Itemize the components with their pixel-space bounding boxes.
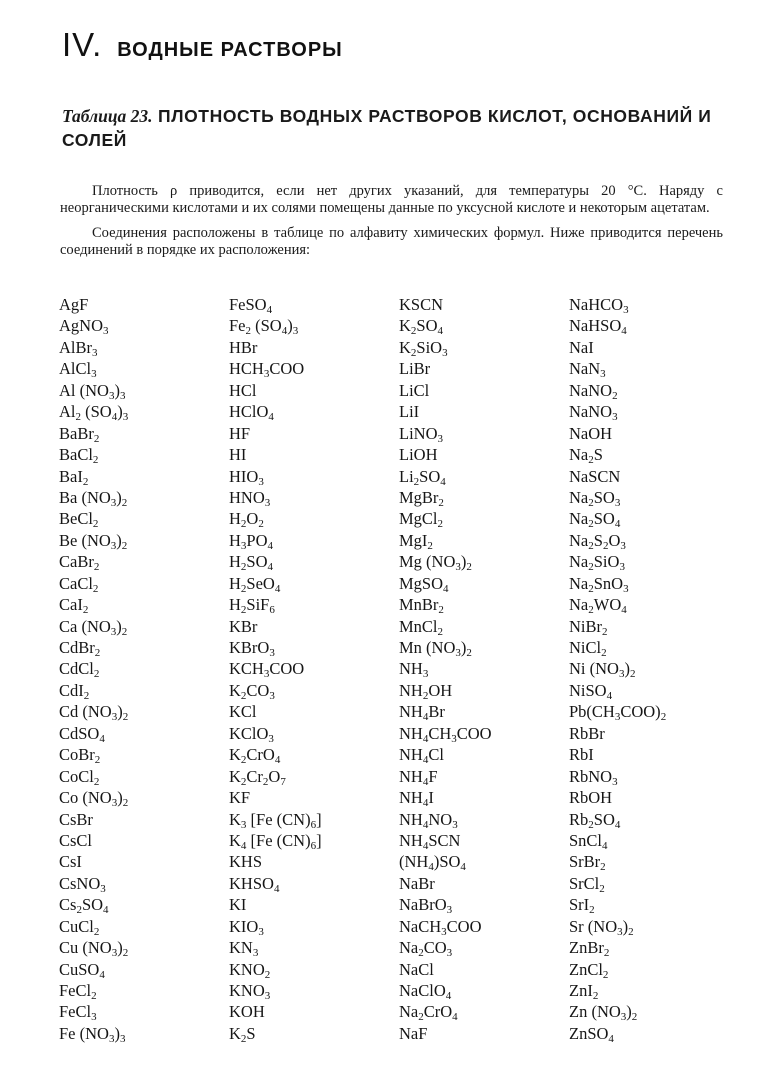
compound-formula: NaClO$_4$	[399, 981, 452, 1002]
compound-formula: CoCl$_2$	[59, 766, 100, 788]
compound-formula: NiCl$_2$	[569, 638, 607, 659]
compound-formula: BeCl$_2$	[59, 509, 99, 531]
compound-formula: $K_2S$	[229, 1023, 256, 1045]
compound-formula: MnCl$_2$	[399, 616, 444, 638]
compound-formula: Mn $(NO_3)_2$	[399, 638, 472, 659]
compound-formula: CdI$_2$	[59, 680, 90, 702]
compound-formula: NaCl	[399, 959, 434, 979]
compound-formula: Ni $(NO_3)_2$	[569, 659, 636, 681]
compound-formula: SrCl$_2$	[569, 873, 605, 895]
compound-formula: $Na_2CO_3$	[399, 938, 453, 960]
compound-formula: NaCH$_3$COO	[399, 916, 482, 938]
compound-formula: $Na_2S_2O_3$	[569, 530, 626, 552]
compound-formula: Ca $(NO_3)_2$	[59, 616, 128, 638]
compound-formula: HF	[229, 423, 251, 443]
compound-formula: RbI	[569, 745, 594, 765]
compound-formula: Co $(NO_3)_2$	[59, 788, 129, 810]
compound-formula: ZnCl$_2$	[569, 959, 609, 981]
compound-formula: MgSO$_4$	[399, 573, 449, 595]
compound-formula: KClO$_3$	[229, 723, 274, 745]
compound-formula: NaI	[569, 337, 594, 357]
compound-formula: $NH_4NO_3$	[399, 809, 458, 831]
compound-formula: $Na_2SO_3$	[569, 487, 621, 509]
compound-formula: BaBr$_2$	[59, 423, 100, 445]
compound-formula: KCl	[229, 702, 257, 722]
compound-formula: HBr	[229, 337, 258, 357]
compound-formula: $HNO_3$	[229, 487, 271, 509]
compound-formula: LiOH	[399, 445, 438, 465]
compound-formula: $H_2SeO_4$	[229, 573, 281, 595]
compound-formula: CaBr$_2$	[59, 552, 100, 574]
compound-formula: Be $(NO_3)_2$	[59, 530, 128, 552]
compound-formula: $K_2Cr_2O_7$	[229, 766, 286, 788]
table-label: Таблица 23.	[62, 106, 153, 126]
compound-formula: $HIO_3$	[229, 466, 264, 488]
compound-formula: NaSCN	[569, 466, 621, 486]
compound-formula: HI	[229, 445, 247, 465]
compound-formula: $K_3$ [Fe $(CN)_6$]	[229, 809, 322, 831]
compound-formula: MnBr$_2$	[399, 595, 444, 617]
compound-formula: CdCl$_2$	[59, 659, 100, 681]
compound-formula: CoBr$_2$	[59, 745, 101, 767]
compound-formula: MgI$_2$	[399, 530, 433, 552]
compound-formula: $H_3PO_4$	[229, 530, 274, 552]
compound-formula: Cu $(NO_3)_2$	[59, 938, 129, 960]
compound-formula: $Na_2CrO_4$	[399, 1002, 458, 1024]
compound-formula: $K_2SO_4$	[399, 316, 444, 338]
compound-formula: CuCl$_2$	[59, 916, 100, 938]
compound-formula: RbOH	[569, 788, 613, 808]
compound-formula: $K_2CrO_4$	[229, 745, 281, 767]
compound-formula: $K_2SiO_3$	[399, 337, 448, 359]
compound-formula: NaOH	[569, 423, 613, 443]
table-title: ПЛОТНОСТЬ ВОДНЫХ РАСТВОРОВ КИСЛОТ, ОСНОВАНИЙ И СОЛЕЙ	[62, 106, 712, 150]
compound-formula: NiBr$_2$	[569, 616, 608, 638]
compound-formula: $KHSO_4$	[229, 873, 280, 895]
compound-formula: CsBr	[59, 809, 93, 829]
compound-formula: $(NH_4)SO_4$	[399, 852, 466, 874]
compound-formula: $NH_4I$	[399, 788, 434, 810]
compound-formula: NaBr	[399, 873, 435, 893]
compound-formula: CsNO$_3$	[59, 873, 106, 895]
compound-formula: $KCH_3COO$	[229, 659, 305, 681]
compound-list	[59, 294, 749, 1044]
compound-formula: Zn $(NO_3)_2$	[569, 1002, 638, 1024]
compound-formula: FeCl$_2$	[59, 981, 97, 1002]
compound-formula: $KNO_2$	[229, 959, 271, 981]
compound-formula: CsCl	[59, 830, 93, 850]
compound-formula: BaCl$_2$	[59, 445, 99, 467]
compound-formula: KOH	[229, 1002, 265, 1022]
compound-formula: KBr	[229, 616, 258, 636]
compound-formula: CaI$_2$	[59, 595, 89, 617]
compound-formula: ZnSO$_4$	[569, 1023, 614, 1045]
compound-formula: AlCl$_3$	[59, 359, 97, 381]
compound-formula: $Al_2$ $(SO_4)_3$	[59, 402, 129, 424]
chapter-title: ВОДНЫЕ РАСТВОРЫ	[117, 39, 343, 61]
compound-formula: MgCl$_2$	[399, 509, 444, 531]
compound-formula: FeCl$_3$	[59, 1002, 97, 1024]
compound-formula: MgBr$_2$	[399, 487, 444, 509]
compound-column-4	[569, 294, 739, 1044]
compound-formula: $NH_4Br$	[399, 702, 445, 724]
chapter-number: IV.	[62, 26, 103, 63]
compound-formula: $K_2CO_3$	[229, 680, 275, 702]
compound-formula: NiSO$_4$	[569, 680, 613, 702]
compound-formula: SnCl$_4$	[569, 830, 608, 852]
chapter-heading	[62, 26, 343, 64]
compound-formula: $Na_2S$	[569, 445, 603, 467]
compound-formula: $Li_2SO_4$	[399, 466, 446, 488]
compound-formula: AlBr$_3$	[59, 337, 98, 359]
compound-formula: KHS	[229, 852, 263, 872]
compound-formula: $KIO_3$	[229, 916, 264, 938]
compound-formula: KBrO$_3$	[229, 638, 275, 659]
compound-formula: KF	[229, 788, 251, 808]
compound-formula: $Na_2SnO_3$	[569, 573, 629, 595]
compound-formula: $H_2O_2$	[229, 509, 264, 531]
compound-formula: NaN$_3$	[569, 359, 606, 381]
compound-formula: NaHSO$_4$	[569, 316, 627, 338]
compound-formula: $HCH_3COO$	[229, 359, 305, 381]
compound-formula: ZnBr$_2$	[569, 938, 610, 960]
compound-formula: Fe $(NO_3)_3$	[59, 1023, 126, 1045]
intro-paragraph-1: Плотность ρ приводится, если нет других указаний, для температуры 20 °С. Наряду с неорганическими кислотами и их солями помещены данные по уксусной кислоте и некоторым ацетатам.	[60, 183, 723, 216]
compound-formula: HCl	[229, 380, 257, 400]
compound-formula: Al $(NO_3)_3$	[59, 380, 126, 402]
compound-formula: LiBr	[399, 359, 431, 379]
intro-text	[60, 183, 723, 267]
compound-formula: SrI$_2$	[569, 895, 595, 917]
compound-formula: BaI$_2$	[59, 466, 89, 488]
compound-formula: $H_2SO_4$	[229, 552, 274, 574]
compound-formula: Sr $(NO_3)_2$	[569, 916, 634, 938]
compound-column-2	[229, 294, 399, 1044]
compound-formula: LiCl	[399, 380, 430, 400]
compound-formula: RbNO$_3$	[569, 766, 618, 788]
compound-formula: NaNO$_3$	[569, 402, 618, 424]
compound-formula: $NH_4CH_3COO$	[399, 723, 492, 745]
compound-formula: CuSO$_4$	[59, 959, 105, 981]
compound-formula: CdSO$_4$	[59, 723, 105, 745]
compound-formula: $Na_2SiO_3$	[569, 552, 625, 574]
compound-formula: SrBr$_2$	[569, 852, 606, 874]
compound-formula: $Pb(CH_3COO)_2$	[569, 702, 667, 724]
compound-formula: $NH_4Cl$	[399, 745, 444, 767]
compound-formula: RbBr	[569, 723, 605, 743]
compound-column-1	[59, 294, 229, 1044]
compound-formula: KI	[229, 895, 247, 915]
compound-formula: CaCl$_2$	[59, 573, 99, 595]
compound-formula: $NH_4F$	[399, 766, 438, 788]
compound-formula: $Na_2SO_4$	[569, 509, 621, 531]
compound-formula: KSCN	[399, 295, 444, 314]
compound-formula: AgF	[59, 295, 89, 314]
compound-formula: Ba $(NO_3)_2$	[59, 487, 128, 509]
compound-formula: $KN_3$	[229, 938, 259, 960]
compound-formula: Mg $(NO_3)_2$	[399, 552, 472, 574]
compound-formula: $Fe_2$ $(SO_4)_3$	[229, 316, 299, 338]
compound-formula: $NH_2OH$	[399, 680, 453, 702]
compound-formula: $KNO_3$	[229, 981, 271, 1002]
compound-formula: $NH_3$	[399, 659, 429, 681]
table-caption	[62, 104, 742, 152]
compound-formula: NaF	[399, 1023, 428, 1043]
compound-formula: $Rb_2SO_4$	[569, 809, 621, 831]
compound-formula: NaHCO$_3$	[569, 295, 629, 316]
compound-formula: $H_2SiF_6$	[229, 595, 275, 617]
compound-formula: $Cs_2SO_4$	[59, 895, 109, 917]
compound-formula: LiNO$_3$	[399, 423, 443, 445]
intro-paragraph-2: Соединения расположены в таблице по алфавиту химических формул. Ниже приводится перечень соединений в порядке их расположения:	[60, 225, 723, 258]
compound-formula: $Na_2WO_4$	[569, 595, 627, 617]
compound-formula: NaBrO$_3$	[399, 895, 453, 917]
compound-formula: CsI	[59, 852, 82, 872]
compound-formula: FeSO$_4$	[229, 295, 273, 316]
compound-formula: Cd $(NO_3)_2$	[59, 702, 129, 724]
compound-formula: ZnI$_2$	[569, 981, 599, 1002]
compound-formula: LiI	[399, 402, 420, 422]
compound-column-3	[399, 294, 569, 1044]
compound-formula: HClO$_4$	[229, 402, 274, 424]
compound-formula: CdBr$_2$	[59, 638, 101, 659]
compound-formula: $K_4$ [Fe $(CN)_6$]	[229, 830, 322, 852]
compound-formula: AgNO$_3$	[59, 316, 109, 338]
compound-formula: NaNO$_2$	[569, 380, 618, 402]
compound-formula: $NH_4SCN$	[399, 830, 461, 852]
